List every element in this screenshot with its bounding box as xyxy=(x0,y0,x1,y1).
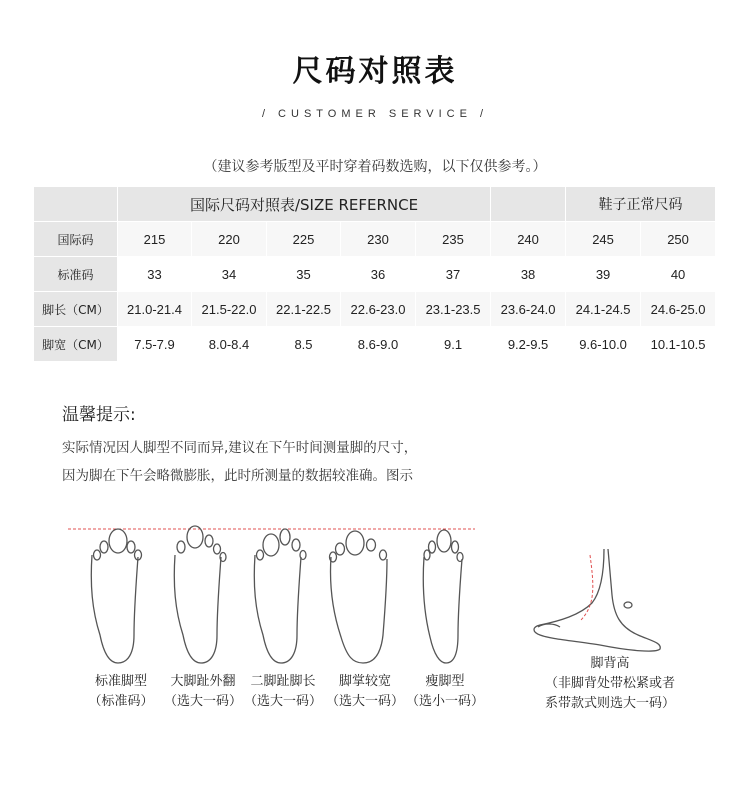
table-cell: 240 xyxy=(491,222,566,257)
table-cell: 38 xyxy=(491,257,566,292)
table-cell: 230 xyxy=(341,222,416,257)
table-cell: 37 xyxy=(416,257,491,292)
table-cell: 7.5-7.9 xyxy=(118,327,192,362)
instep-label: 脚背高 （非脚背处带松紧或者 系带款式则选大一码） xyxy=(544,656,675,711)
table-cell: 8.6-9.0 xyxy=(341,327,416,362)
tips-line: 因为脚在下午会略微膨胀，此时所测量的数据较准确。图示 xyxy=(62,468,413,484)
foot-long-second-toe-icon xyxy=(254,529,306,663)
table-cell: 220 xyxy=(192,222,267,257)
foot-label-long-second-toe: 二脚趾脚长 （选大一码） xyxy=(243,674,322,709)
table-cell: 235 xyxy=(416,222,491,257)
table-cell: 9.6-10.0 xyxy=(566,327,641,362)
foot-label-standard: 标准脚型 （标准码） xyxy=(88,674,154,709)
high-instep-illustration xyxy=(520,545,680,655)
table-cell: 34 xyxy=(192,257,267,292)
foot-label-wide: 脚掌较宽 （选大一码） xyxy=(325,674,404,709)
table-cell: 21.5-22.0 xyxy=(192,292,267,327)
foot-wide-icon xyxy=(330,531,388,663)
table-cell: 35 xyxy=(267,257,341,292)
table-cell: 8.0-8.4 xyxy=(192,327,267,362)
foot-label-bunion: 大脚趾外翻 （选大一码） xyxy=(163,674,242,709)
row-label: 脚宽（CM） xyxy=(34,327,118,362)
page-title: 尺码对照表 xyxy=(292,54,458,89)
table-row xyxy=(34,292,716,327)
tips-title: 温馨提示: xyxy=(62,405,136,425)
tips-line: 实际情况因人脚型不同而异,建议在下午时间测量脚的尺寸， xyxy=(62,440,418,456)
table-cell: 9.2-9.5 xyxy=(491,327,566,362)
table-cell: 33 xyxy=(118,257,192,292)
table-cell: 24.6-25.0 xyxy=(641,292,716,327)
table-cell: 36 xyxy=(341,257,416,292)
foot-types-illustration xyxy=(60,515,490,675)
reference-note: （建议参考版型及平时穿着码数选购，以下仅供参考。） xyxy=(203,159,547,175)
table-cell: 39 xyxy=(566,257,641,292)
table-cell: 10.1-10.5 xyxy=(641,327,716,362)
foot-label-narrow: 瘦脚型 （选小一码） xyxy=(405,674,484,709)
foot-bunion-icon xyxy=(174,526,226,663)
table-cell: 225 xyxy=(267,222,341,257)
table-cell: 9.1 xyxy=(416,327,491,362)
table-cell: 23.1-23.5 xyxy=(416,292,491,327)
table-row xyxy=(34,222,716,257)
table-cell: 22.6-23.0 xyxy=(341,292,416,327)
row-label: 国际码 xyxy=(34,222,118,257)
size-chart-table xyxy=(33,186,716,362)
foot-narrow-icon xyxy=(423,530,463,663)
table-cell: 250 xyxy=(641,222,716,257)
page-subtitle: / CUSTOMER SERVICE / xyxy=(261,108,489,120)
table-cell: 8.5 xyxy=(267,327,341,362)
table-header-main: 国际尺码对照表/SIZE REFERNCE xyxy=(118,187,491,222)
table-cell: 22.1-22.5 xyxy=(267,292,341,327)
row-label: 脚长（CM） xyxy=(34,292,118,327)
table-cell: 24.1-24.5 xyxy=(566,292,641,327)
table-cell: 40 xyxy=(641,257,716,292)
table-cell: 245 xyxy=(566,222,641,257)
tips-text xyxy=(62,434,417,490)
table-cell: 23.6-24.0 xyxy=(491,292,566,327)
table-cell: 215 xyxy=(118,222,192,257)
table-cell: 21.0-21.4 xyxy=(118,292,192,327)
table-header-side: 鞋子正常尺码 xyxy=(566,187,716,222)
table-row xyxy=(34,327,716,362)
table-row xyxy=(34,257,716,292)
row-label: 标准码 xyxy=(34,257,118,292)
foot-standard-icon xyxy=(91,529,141,663)
